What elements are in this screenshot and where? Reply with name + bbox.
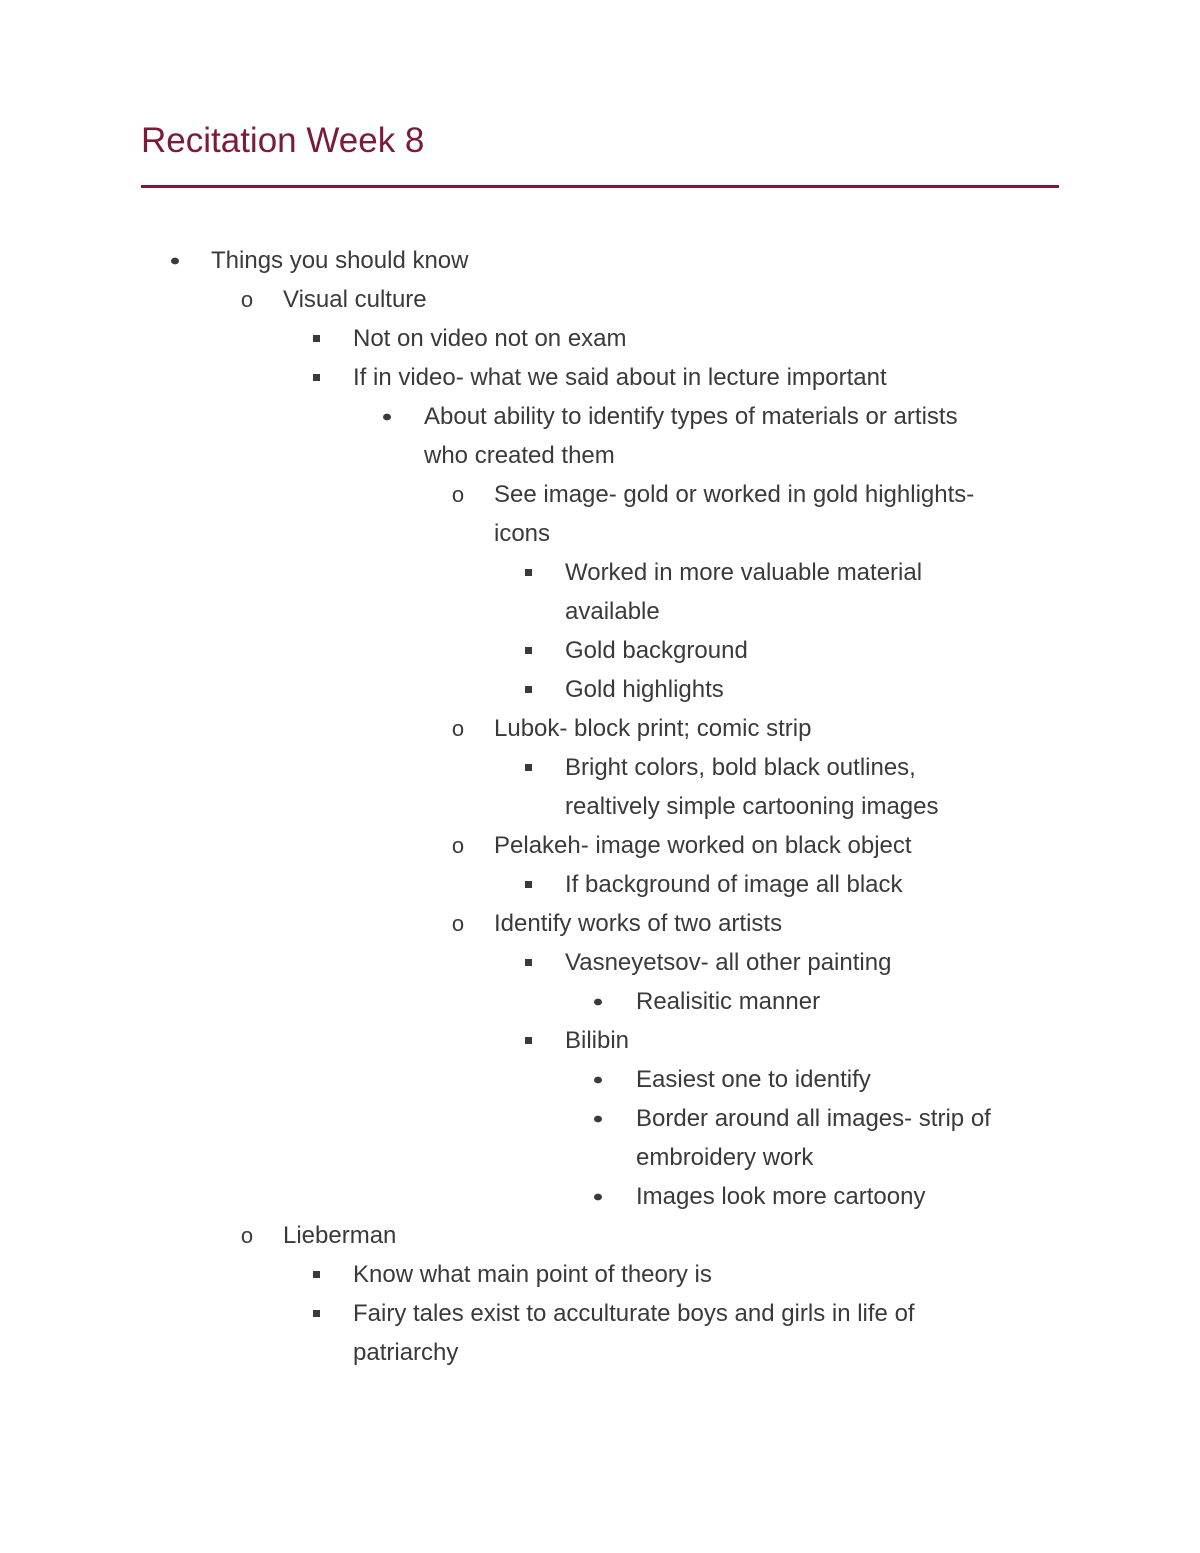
bullet-ring-icon: o (451, 911, 465, 936)
outline-item (0, 1099, 1200, 1177)
outline-item-text: Vasneyetsov- all other painting (565, 949, 892, 976)
bullet-square-icon (306, 358, 326, 397)
outline-item-continuation: available (565, 598, 660, 625)
outline-item-continuation: patriarchy (353, 1339, 459, 1366)
outline-item-text: Things you should know (211, 247, 469, 274)
outline-item-text: Border around all images- strip of (636, 1105, 991, 1132)
outline-item-text: About ability to identify types of materials or artists (424, 403, 958, 430)
bullet-square-icon (518, 1021, 538, 1060)
outline-item (0, 397, 1200, 475)
outline-item (0, 1255, 1200, 1294)
bullet-ring-icon: o (451, 482, 465, 507)
bullet-square-icon (306, 1294, 326, 1333)
outline-item-text: Fairy tales exist to acculturate boys and girls in life of (353, 1300, 915, 1327)
outline-item (0, 1060, 1200, 1099)
bullet-square-icon (518, 748, 538, 787)
outline-item (0, 1294, 1200, 1372)
outline-item-text: Bilibin (565, 1027, 630, 1054)
outline-item (0, 904, 1200, 943)
outline-item-text: Worked in more valuable material (565, 559, 923, 586)
outline-item (0, 241, 1200, 280)
bullet-square-icon (306, 1255, 326, 1294)
outline-item-text: If background of image all black (565, 871, 903, 898)
outline-list (0, 241, 1200, 1372)
bullet-ring-icon: o (451, 716, 465, 741)
outline-item (0, 1177, 1200, 1216)
outline-item (0, 826, 1200, 865)
outline-item (0, 670, 1200, 709)
outline-item-continuation: embroidery work (636, 1144, 814, 1171)
outline-item-text: Know what main point of theory is (353, 1261, 712, 1288)
outline-item-text: Images look more cartoony (636, 1183, 926, 1210)
outline-item-text: Not on video not on exam (353, 325, 627, 352)
bullet-square-icon (518, 865, 538, 904)
outline-item-text: Visual culture (283, 286, 427, 313)
bullet-square-icon (518, 631, 538, 670)
outline-item (0, 553, 1200, 631)
outline-item (0, 943, 1200, 982)
outline-item-text: Realisitic manner (636, 988, 821, 1015)
bullet-square-icon (306, 319, 326, 358)
outline-item-text: If in video- what we said about in lecture important (353, 364, 887, 391)
outline-item (0, 748, 1200, 826)
outline-item-text: Gold highlights (565, 676, 724, 703)
bullet-dot-icon (588, 1177, 608, 1216)
outline-item (0, 1216, 1200, 1255)
outline-item-continuation: realtively simple cartooning images (565, 793, 939, 820)
outline-item-continuation: who created them (424, 442, 615, 469)
outline-item-text: Identify works of two artists (494, 910, 783, 937)
outline-item-text: Lieberman (283, 1222, 397, 1249)
outline-item-text: Pelakeh- image worked on black object (494, 832, 912, 859)
outline-item (0, 865, 1200, 904)
bullet-square-icon (518, 670, 538, 709)
bullet-ring-icon: o (451, 833, 465, 858)
bullet-square-icon (518, 553, 538, 592)
title-underline (141, 185, 1059, 188)
bullet-dot-icon (588, 1060, 608, 1099)
outline-item-text: Gold background (565, 637, 748, 664)
outline-item (0, 475, 1200, 553)
outline-item (0, 982, 1200, 1021)
outline-item-text: Lubok- block print; comic strip (494, 715, 812, 742)
bullet-dot-icon (165, 241, 185, 280)
outline-item (0, 358, 1200, 397)
outline-item (0, 319, 1200, 358)
outline-item (0, 631, 1200, 670)
bullet-ring-icon: o (240, 1223, 254, 1248)
outline-item-text: Easiest one to identify (636, 1066, 871, 1093)
outline-item-text: Bright colors, bold black outlines, (565, 754, 916, 781)
outline-item-text: See image- gold or worked in gold highlights- (494, 481, 975, 508)
bullet-ring-icon: o (240, 287, 254, 312)
outline-item (0, 280, 1200, 319)
bullet-dot-icon (588, 1099, 608, 1138)
bullet-square-icon (518, 943, 538, 982)
outline-item (0, 1021, 1200, 1060)
bullet-dot-icon (377, 397, 397, 436)
bullet-dot-icon (588, 982, 608, 1021)
outline-item (0, 709, 1200, 748)
outline-item-continuation: icons (494, 520, 551, 547)
document-title: Recitation Week 8 (141, 121, 425, 160)
